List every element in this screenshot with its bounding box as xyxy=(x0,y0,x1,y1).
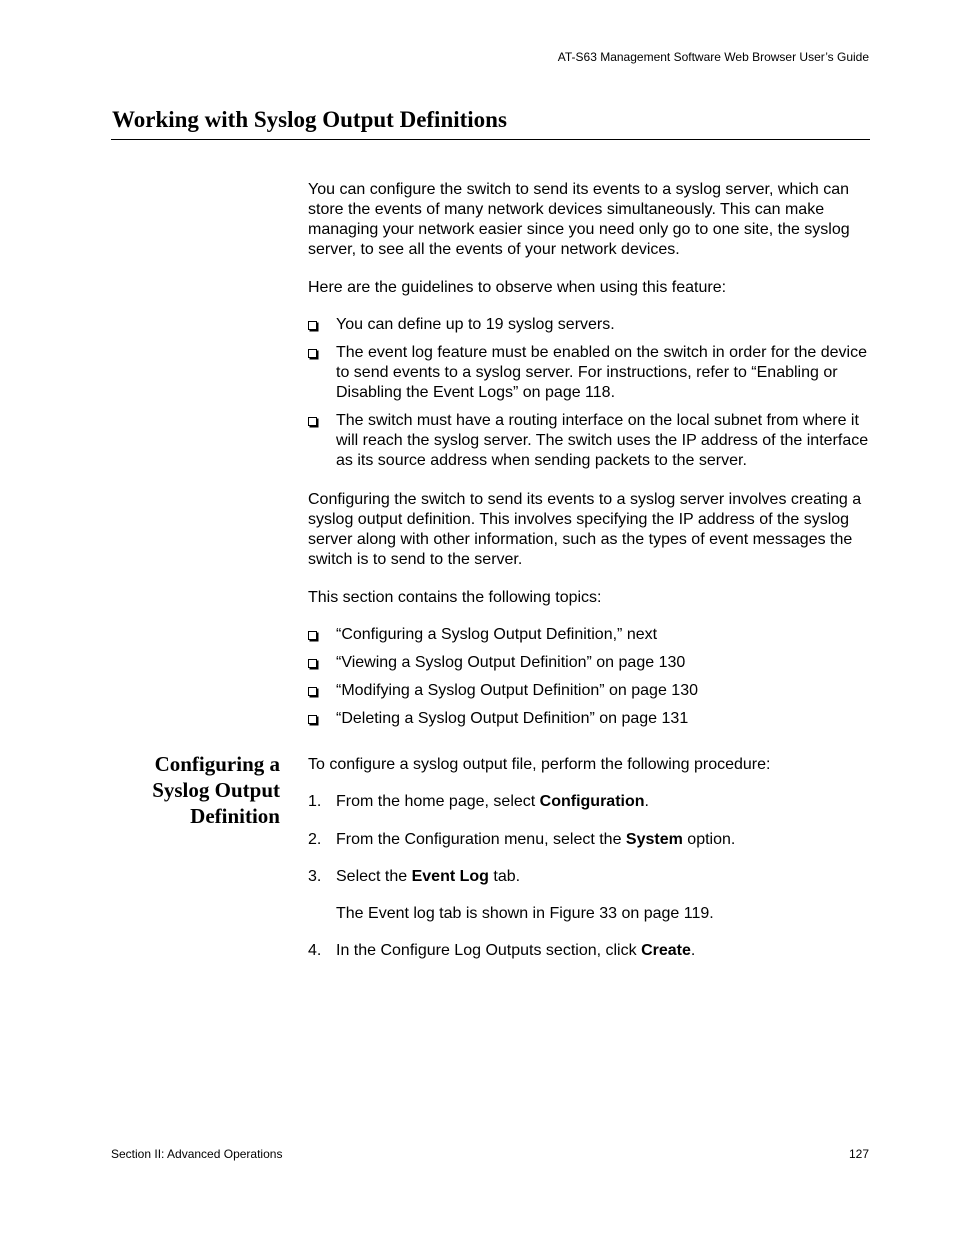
step-item xyxy=(308,792,873,812)
intro-paragraph xyxy=(308,180,873,260)
topics-intro-text: This section contains the following topics: xyxy=(308,589,602,606)
checkbox-bullet-icon xyxy=(308,659,317,668)
topics-intro xyxy=(308,588,873,608)
topic-link[interactable]: “Configuring a Syslog Output Definition,” next xyxy=(336,626,658,643)
step-bold: Event Log xyxy=(411,868,489,885)
list-item xyxy=(308,709,873,729)
list-item xyxy=(308,343,873,403)
procedure-steps xyxy=(308,792,873,961)
guidelines-list xyxy=(308,315,873,471)
list-item xyxy=(308,653,873,673)
topics-list xyxy=(308,625,873,729)
subsection-heading xyxy=(110,751,280,829)
list-item xyxy=(308,315,873,335)
step-text: From the home page, select xyxy=(336,793,540,810)
step-bold: System xyxy=(625,831,683,848)
step-text: Select the xyxy=(336,868,412,885)
step-bold: Configuration xyxy=(539,793,645,810)
page-number: 127 xyxy=(848,1147,869,1161)
step-number: 4. xyxy=(308,942,322,959)
guidelines-intro-text: Here are the guidelines to observe when using this feature: xyxy=(308,279,727,296)
intro-text: You can configure the switch to send its events to a syslog server, which can store the events of many network devices simultaneously. This can make managing your network easier since you need only go to one site, the syslog server, to see all the events of your network devices. xyxy=(308,181,850,258)
step-number: 2. xyxy=(308,831,322,848)
step-number: 3. xyxy=(308,868,322,885)
subsection-heading-line: Definition xyxy=(190,804,280,828)
list-item xyxy=(308,411,873,471)
procedure-intro-text: To configure a syslog output file, perform the following procedure: xyxy=(308,756,771,773)
step-text: From the Configuration menu, select the xyxy=(336,831,626,848)
step-text: tab. xyxy=(488,868,521,885)
list-item-text: The switch must have a routing interface on the local subnet from where it will reach the syslog server. The switch uses the IP address of the interface as its source address when sending packets to the server. xyxy=(336,412,869,469)
checkbox-bullet-icon xyxy=(308,687,317,696)
step-number: 1. xyxy=(308,793,322,810)
step-text: option. xyxy=(682,831,736,848)
step-item xyxy=(308,941,873,961)
step-text: In the Configure Log Outputs section, click xyxy=(336,942,642,959)
topic-link[interactable]: “Viewing a Syslog Output Definition” on page 130 xyxy=(336,654,686,671)
list-item xyxy=(308,625,873,645)
definition-paragraph xyxy=(308,490,873,570)
checkbox-bullet-icon xyxy=(308,715,317,724)
checkbox-bullet-icon xyxy=(308,631,317,640)
step-text: . xyxy=(644,793,649,810)
footer-section: Section II: Advanced Operations xyxy=(111,1147,283,1161)
title-rule xyxy=(111,139,870,140)
checkbox-bullet-icon xyxy=(308,417,317,426)
step-text: . xyxy=(690,942,696,959)
list-item-text: The event log feature must be enabled on the switch in order for the device to send events to a syslog server. For instructions, refer to “Enabling or Disabling the Event Logs” on page 118. xyxy=(336,344,867,401)
procedure-intro xyxy=(308,755,873,775)
step-note: The Event log tab is shown in Figure 33 on page 119. xyxy=(336,905,714,922)
step-item xyxy=(308,867,873,924)
running-header: AT-S63 Management Software Web Browser User’s Guide xyxy=(557,50,869,64)
list-item-text: You can define up to 19 syslog servers. xyxy=(336,316,615,333)
checkbox-bullet-icon xyxy=(308,349,317,358)
topic-link[interactable]: “Modifying a Syslog Output Definition” on page 130 xyxy=(336,682,698,699)
definition-text: Configuring the switch to send its events to a syslog server involves creating a syslog output definition. This involves specifying the IP address of the syslog server along with other information, such as the types of event messages the switch is to send to the server. xyxy=(308,491,862,568)
step-item xyxy=(308,830,873,850)
checkbox-bullet-icon xyxy=(308,321,317,330)
guidelines-intro xyxy=(308,278,873,298)
section-title: Working with Syslog Output Definitions xyxy=(112,107,507,132)
step-bold: Create xyxy=(641,942,691,959)
list-item xyxy=(308,681,873,701)
subsection-heading-line: Configuring a xyxy=(154,752,280,776)
topic-link[interactable]: “Deleting a Syslog Output Definition” on page 131 xyxy=(336,710,689,727)
subsection-heading-line: Syslog Output xyxy=(152,778,280,802)
